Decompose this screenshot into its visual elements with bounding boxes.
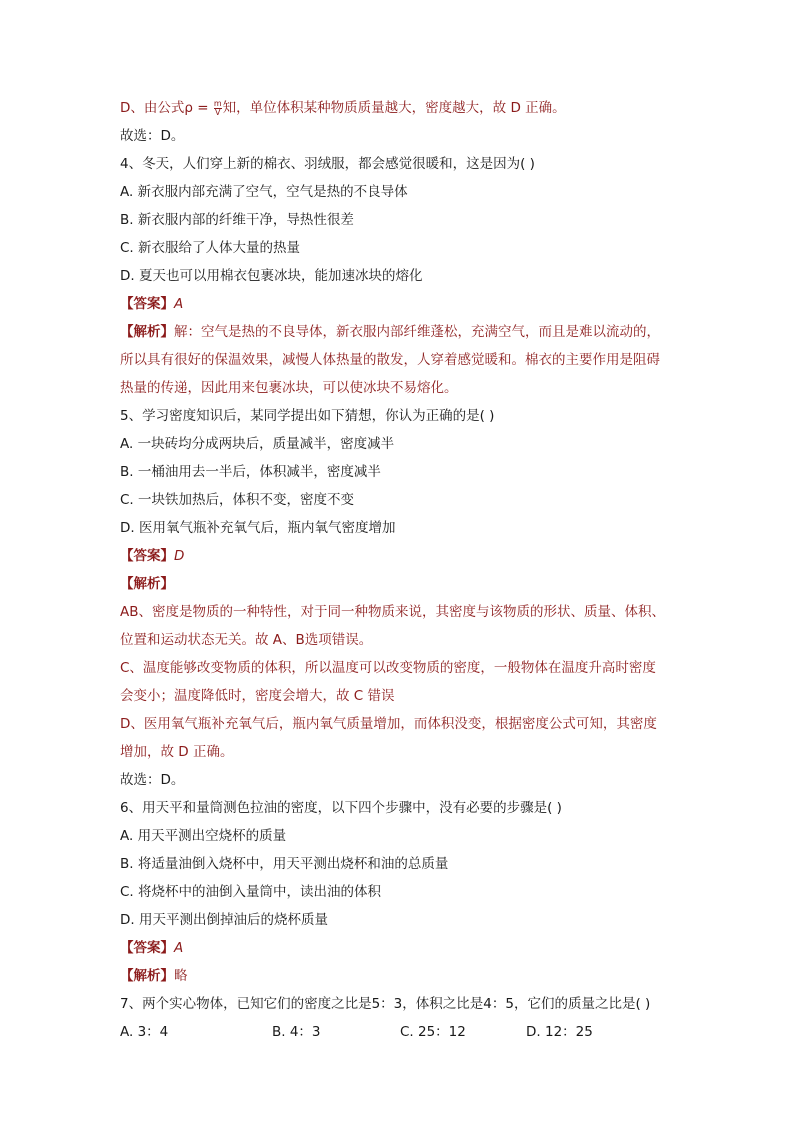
formula-text-a: D、由公式ρ = xyxy=(120,100,213,116)
q7-option-a: A. 3：4 xyxy=(120,1024,169,1040)
answer-value: A xyxy=(174,296,184,312)
answer-value: A xyxy=(174,940,184,956)
q5-option-a: A. 一块砖均分成两块后，质量减半，密度减半 xyxy=(120,436,395,452)
answer-choice-line: 故选：D。 xyxy=(120,128,185,144)
analysis-text: 解：空气是热的不良导体，新衣服内部纤维蓬松，充满空气，而且是难以流动的， xyxy=(174,324,660,340)
analysis-label: 【解析】 xyxy=(120,576,174,592)
q5-answer xyxy=(120,546,184,566)
q5-analysis-d-1: D、医用氧气瓶补充氧气后，瓶内氧气质量增加，而体积没变，根据密度公式可知，其密度 xyxy=(120,716,657,732)
q4-analysis-cont-1: 所以具有很好的保温效果，减慢人体热量的散发，人穿着感觉暖和。棉衣的主要作用是阻碍 xyxy=(120,352,660,368)
analysis-label: 【解析】 xyxy=(120,324,174,340)
q4-analysis xyxy=(120,322,660,342)
q6-option-d: D. 用天平测出倒掉油后的烧杯质量 xyxy=(120,912,328,928)
q4-answer xyxy=(120,294,183,314)
formula-fraction xyxy=(214,100,222,117)
q6-option-c: C. 将烧杯中的油倒入量筒中，读出油的体积 xyxy=(120,884,382,900)
q4-option-a: A. 新衣服内部充满了空气，空气是热的不良导体 xyxy=(120,184,408,200)
q4-analysis-cont-2: 热量的传递，因此用来包裹冰块，可以使冰块不易熔化。 xyxy=(120,380,458,396)
q5-analysis-d-2: 增加，故 D 正确。 xyxy=(120,744,234,760)
q6-option-a: A. 用天平测出空烧杯的质量 xyxy=(120,828,287,844)
fraction-numerator: m xyxy=(213,98,222,108)
q6-answer xyxy=(120,938,183,958)
answer-label: 【答案】 xyxy=(120,548,174,564)
q4-option-d: D. 夏天也可以用棉衣包裹冰块，能加速冰块的熔化 xyxy=(120,268,423,284)
q5-analysis xyxy=(120,574,174,594)
q7-option-d: D. 12：25 xyxy=(526,1024,593,1040)
q4-option-b: B. 新衣服内部的纤维干净，导热性很差 xyxy=(120,212,354,228)
q5-analysis-c-2: 会变小；温度降低时，密度会增大，故 C 错误 xyxy=(120,688,395,704)
q4-option-c: C. 新衣服给了人体大量的热量 xyxy=(120,240,301,256)
analysis-text: 略 xyxy=(174,968,188,984)
q5-analysis-ab-2: 位置和运动状态无关。故 A、B选项错误。 xyxy=(120,632,373,648)
q7-option-c: C. 25：12 xyxy=(400,1024,466,1040)
answer-label: 【答案】 xyxy=(120,940,174,956)
q5-option-c: C. 一块铁加热后，体积不变，密度不变 xyxy=(120,492,355,508)
q5-analysis-c-1: C、温度能够改变物质的体积，所以温度可以改变物质的密度，一般物体在温度升高时密度 xyxy=(120,660,656,676)
q7-option-b: B. 4：3 xyxy=(272,1024,321,1040)
question-4: 4、冬天，人们穿上新的棉衣、羽绒服，都会感觉很暖和，这是因为( ) xyxy=(120,156,535,172)
q6-option-b: B. 将适量油倒入烧杯中，用天平测出烧杯和油的总质量 xyxy=(120,856,449,872)
answer-label: 【答案】 xyxy=(120,296,174,312)
fraction-denominator: V xyxy=(215,107,221,117)
q5-option-b: B. 一桶油用去一半后，体积减半，密度减半 xyxy=(120,464,381,480)
answer-value: D xyxy=(174,548,185,564)
formula-text-b: 知，单位体积某种物质质量越大，密度越大，故 D 正确。 xyxy=(222,100,566,116)
question-6: 6、用天平和量筒测色拉油的密度，以下四个步骤中，没有必要的步骤是( ) xyxy=(120,800,562,816)
q5-choice-line: 故选：D。 xyxy=(120,772,185,788)
formula-line xyxy=(120,98,566,118)
question-7: 7、两个实心物体，已知它们的密度之比是5：3，体积之比是4：5，它们的质量之比是( ) xyxy=(120,996,651,1012)
q5-analysis-ab-1: AB、密度是物质的一种特性，对于同一种物质来说，其密度与该物质的形状、质量、体积、 xyxy=(120,604,665,620)
analysis-label: 【解析】 xyxy=(120,968,174,984)
q5-option-d: D. 医用氧气瓶补充氧气后，瓶内氧气密度增加 xyxy=(120,520,396,536)
question-5: 5、学习密度知识后，某同学提出如下猜想，你认为正确的是( ) xyxy=(120,408,495,424)
q6-analysis xyxy=(120,966,188,986)
